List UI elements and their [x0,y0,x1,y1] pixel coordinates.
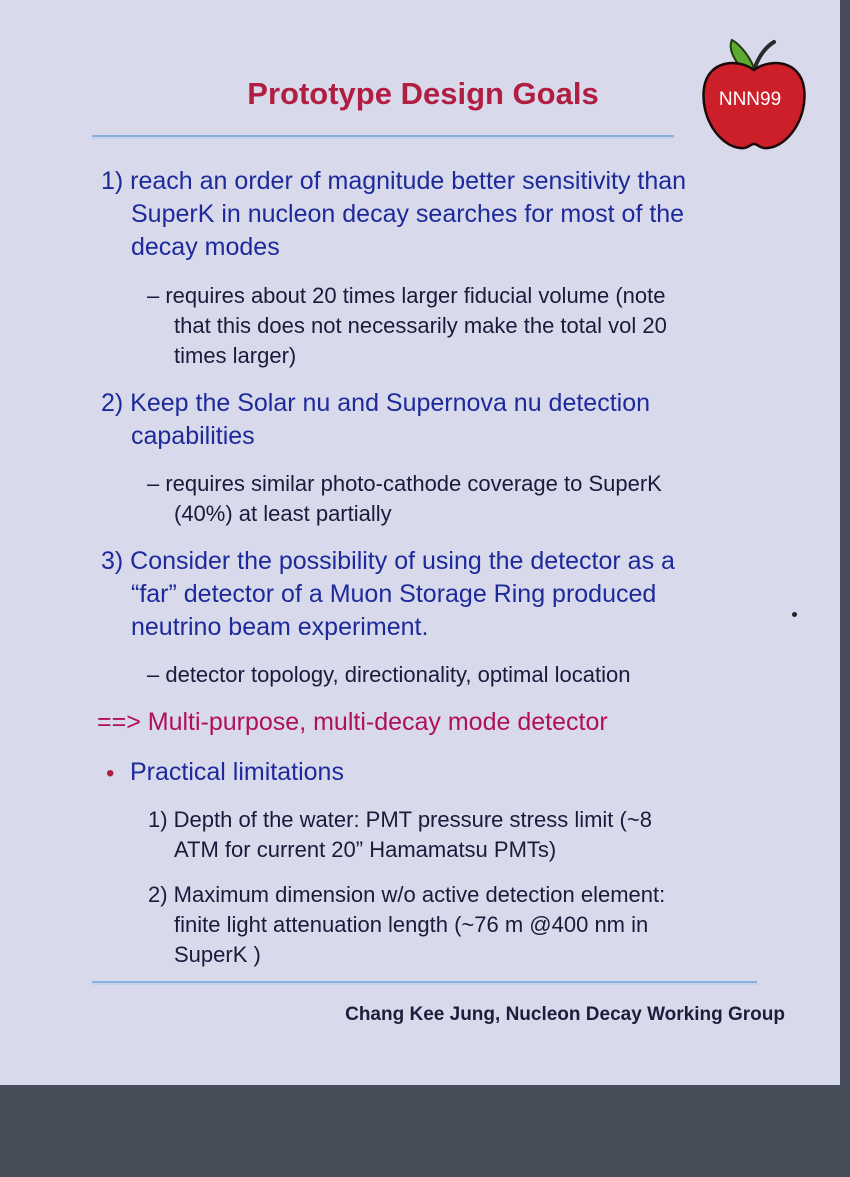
goal-3-line-3: neutrino beam experiment. [131,613,429,641]
goal-2-line-1: 2) Keep the Solar nu and Supernova nu detection [101,389,651,417]
slide-title: Prototype Design Goals [247,76,599,111]
limitation-1-line-1: 1) Depth of the water: PMT pressure stress limit (~8 [148,807,652,832]
goal-1-detail-line-1: – requires about 20 times larger fiducial volume (note [147,283,666,308]
footer-divider [92,981,757,983]
goal-3-detail-line-1: – detector topology, directionality, optimal location [147,662,631,687]
bullet-practical-limitations: Practical limitations [130,758,344,786]
goal-1-line-2: SuperK in nucleon decay searches for most of the [131,200,685,228]
title-divider [92,135,674,137]
conclusion-line: ==> Multi-purpose, multi-decay mode detector [97,708,608,736]
limitation-2-line-3: SuperK ) [174,942,261,967]
goal-2-line-2: capabilities [131,422,255,450]
goal-2-detail-line-2: (40%) at least partially [174,501,392,526]
limitation-1-line-2: ATM for current 20” Hamamatsu PMTs) [174,837,557,862]
goal-1-detail-line-3: times larger) [174,343,297,368]
limitation-2-line-2: finite light attenuation length (~76 m @400 nm in [174,912,649,937]
goal-1-detail-line-2: that this does not necessarily make the total vol 20 [174,313,667,338]
goal-2-detail-line-1: – requires similar photo-cathode coverage to SuperK [147,471,662,496]
goal-1-line-3: decay modes [131,233,280,261]
goal-1-line-1: 1) reach an order of magnitude better sensitivity than [101,167,687,195]
logo-label: NNN99 [718,89,782,110]
limitation-2-line-1: 2) Maximum dimension w/o active detection element: [148,882,666,907]
scan-speck [792,612,797,617]
goal-3-line-1: 3) Consider the possibility of using the detector as a [101,547,675,575]
footer-credit: Chang Kee Jung, Nucleon Decay Working Group [345,1004,785,1025]
goal-3-line-2: “far” detector of a Muon Storage Ring produced [131,580,657,608]
bullet-dot-icon: • [106,760,115,787]
